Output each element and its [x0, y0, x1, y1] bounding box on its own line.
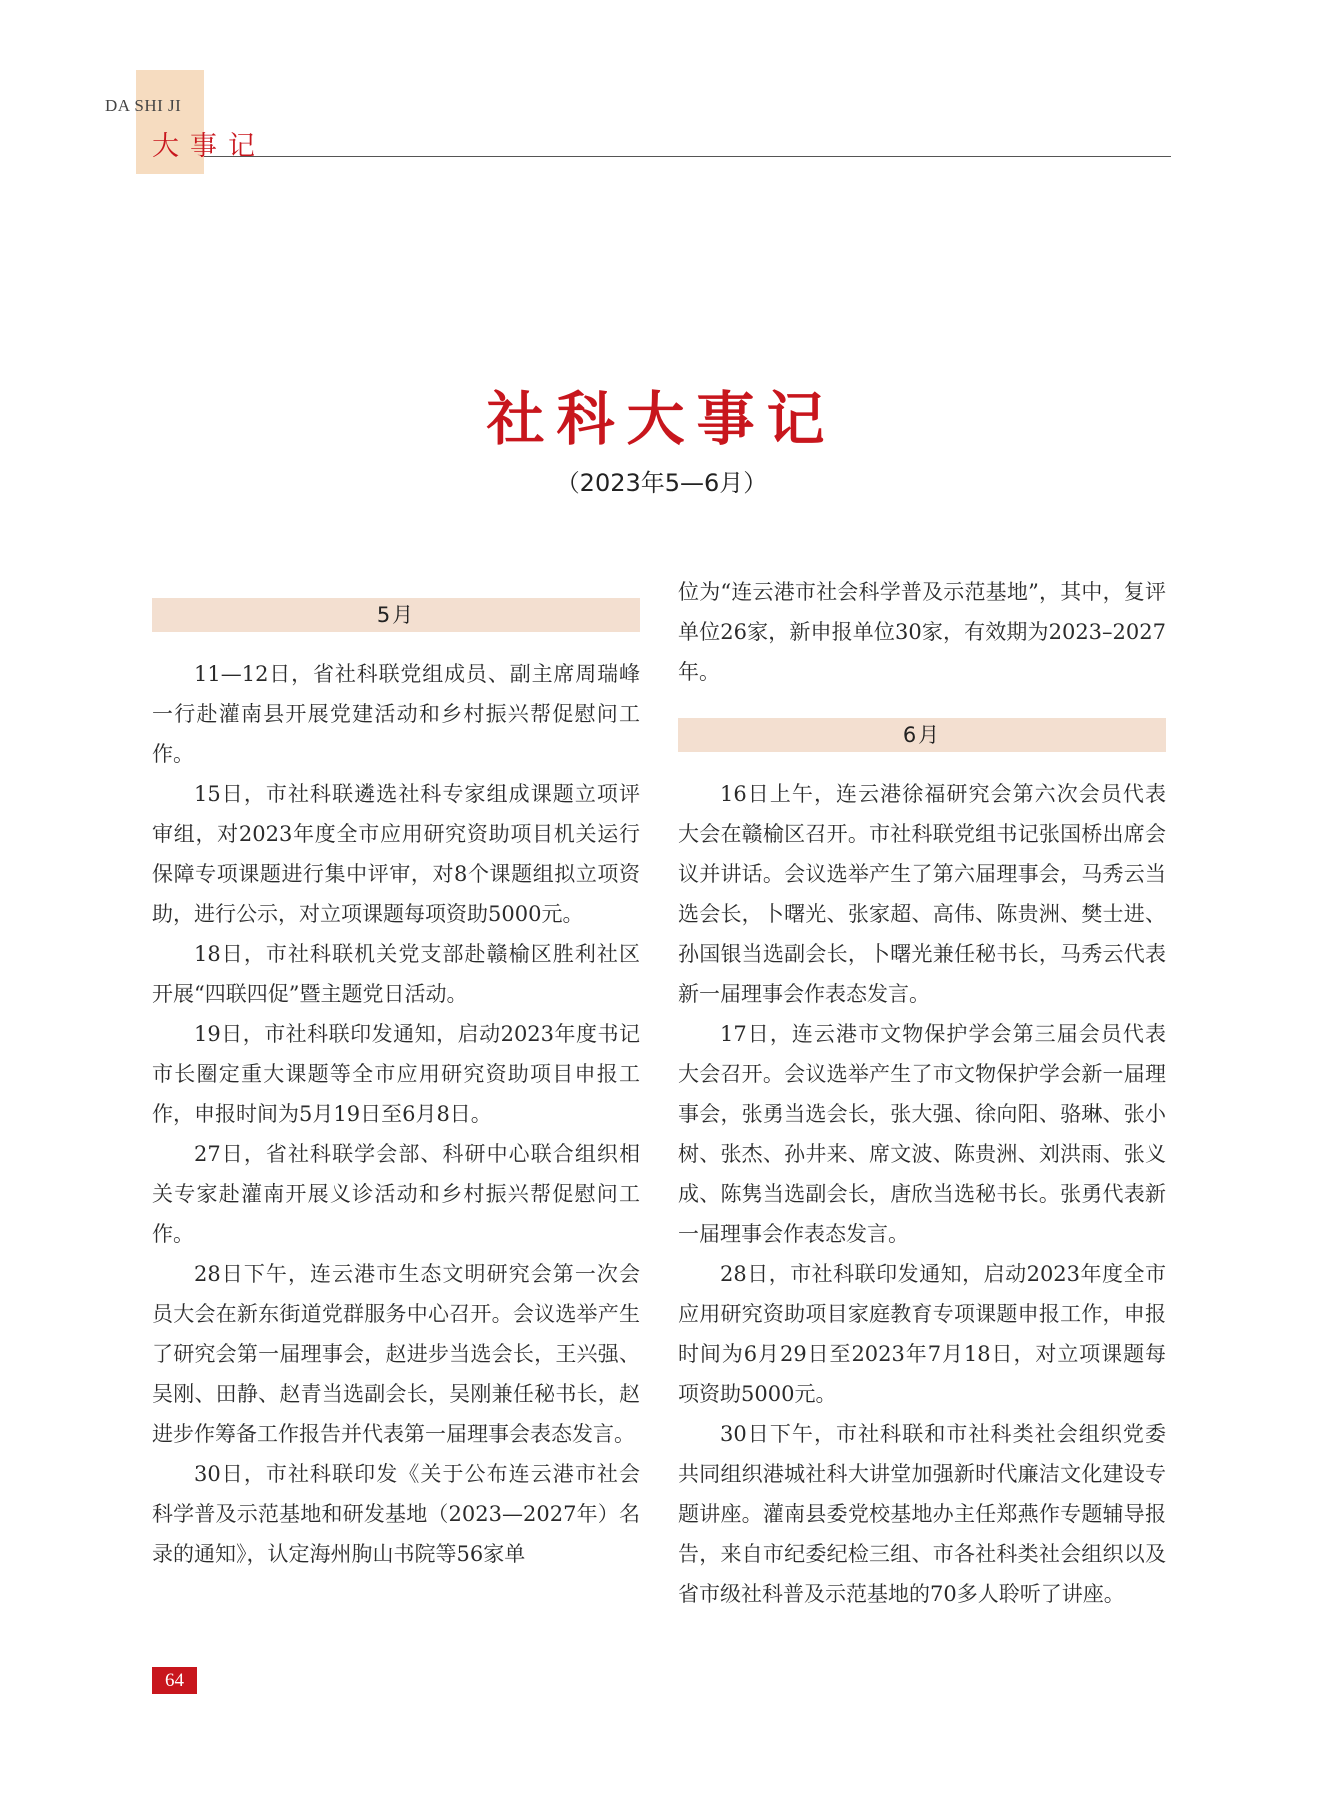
entry-paragraph: 17日，连云港市文物保护学会第三届会员代表大会召开。会议选举产生了市文物保护学会新一届理事会，张勇当选会长，张大强、徐向阳、骆琳、张小树、张杰、孙井来、席文波、陈贵洲、刘洪雨、张义成、陈隽当选副会长，唐欣当选秘书长。张勇代表新一届理事会作表态发言。 [678, 1022, 1166, 1246]
entry-paragraph: 30日下午，市社科联和市社科类社会组织党委共同组织港城社科大讲堂加强新时代廉洁文化建设专题讲座。灌南县委党校基地办主任郑燕作专题辅导报告，来自市纪委纪检三组、市各社科类社会组织以及省市级社科普及示范基地的70多人聆听了讲座。 [678, 1422, 1166, 1606]
section-label-latin: DA SHI JI [105, 96, 182, 115]
section-label: 大事记 [152, 131, 266, 162]
entry-paragraph: 27日，省社科联学会部、科研中心联合组织相关专家赴灌南开展义诊活动和乡村振兴帮促慰问工作。 [152, 1142, 640, 1246]
article-title: 社科大事记 [486, 385, 837, 453]
entry-continuation: 位为“连云港市社会科学普及示范基地”，其中，复评单位26家，新申报单位30家，有效期为2023–2027年。 [678, 580, 1166, 684]
entry-paragraph: 15日，市社科联遴选社科专家组成课题立项评审组，对2023年度全市应用研究资助项目机关运行保障专项课题进行集中评审，对8个课题组拟立项资助，进行公示，对立项课题每项资助5000元。 [152, 782, 640, 926]
entry-paragraph: 11—12日，省社科联党组成员、副主席周瑞峰一行赴灌南县开展党建活动和乡村振兴帮促慰问工作。 [152, 662, 640, 766]
month-heading-may: 5月 [152, 598, 640, 632]
header-rule [204, 156, 1171, 157]
right-column [678, 572, 1166, 1614]
left-column [152, 572, 640, 1574]
entry-paragraph: 18日，市社科联机关党支部赴赣榆区胜利社区开展“四联四促”暨主题党日活动。 [152, 942, 640, 1006]
entry-paragraph: 16日上午，连云港徐福研究会第六次会员代表大会在赣榆区召开。市社科联党组书记张国桥出席会议并讲话。会议选举产生了第六届理事会，马秀云当选会长，卜曙光、张家超、高伟、陈贵洲、樊士进、孙国银当选副会长，卜曙光兼任秘书长，马秀云代表新一届理事会作表态发言。 [678, 782, 1166, 1006]
entry-paragraph: 19日，市社科联印发通知，启动2023年度书记市长圈定重大课题等全市应用研究资助项目申报工作，申报时间为5月19日至6月8日。 [152, 1022, 640, 1126]
entry-paragraph: 28日，市社科联印发通知，启动2023年度全市应用研究资助项目家庭教育专项课题申报工作，申报时间为6月29日至2023年7月18日，对立项课题每项资助5000元。 [678, 1262, 1166, 1406]
article-subtitle: （2023年5—6月） [555, 469, 768, 497]
month-heading-june: 6月 [678, 718, 1166, 752]
page-number: 64 [152, 1667, 197, 1694]
entry-paragraph: 28日下午，连云港市生态文明研究会第一次会员大会在新东街道党群服务中心召开。会议选举产生了研究会第一届理事会，赵进步当选会长，王兴强、吴刚、田静、赵青当选副会长，吴刚兼任秘书长，赵进步作筹备工作报告并代表第一届理事会表态发言。 [152, 1262, 640, 1446]
entry-paragraph: 30日，市社科联印发《关于公布连云港市社会科学普及示范基地和研发基地（2023—2027年）名录的通知》，认定海州朐山书院等56家单 [152, 1462, 640, 1566]
